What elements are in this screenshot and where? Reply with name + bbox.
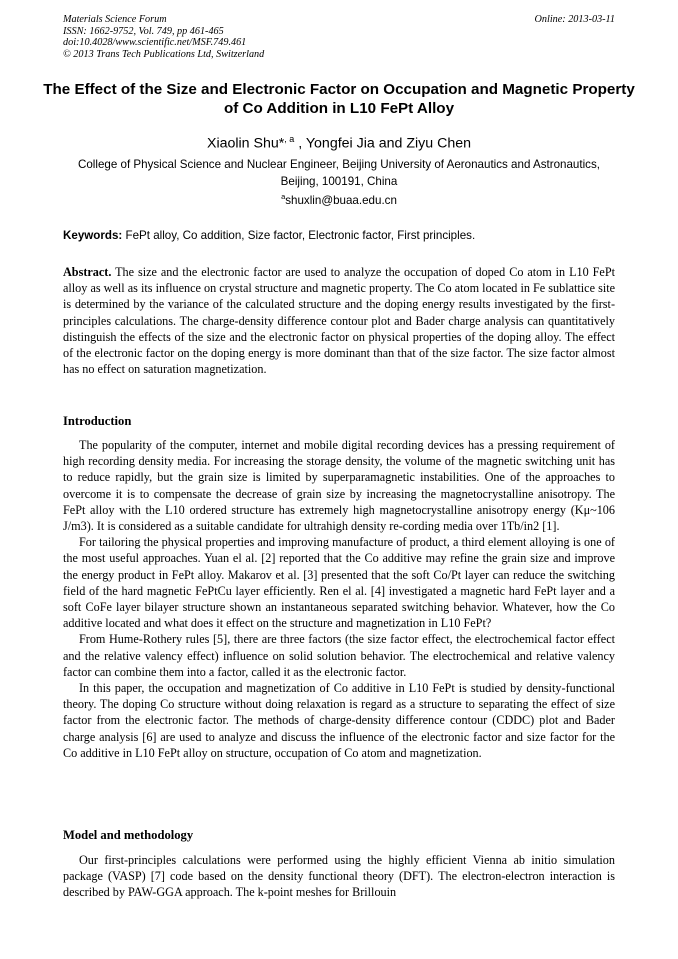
journal-doi: doi:10.4028/www.scientific.net/MSF.749.461	[63, 37, 247, 49]
paragraph: The popularity of the computer, internet and mobile digital recording devices has a pressing requirement of high recording density media. For increasing the storage density, the volume of the magnetic switching unit has to reduce rapidly, but the grain size is limited by superparamagnetic instabilities. One of the approaches to overcome it is to compensate the decrease of grain size by increasing the magnetocrystalline anisotropy. The FePt alloy with the L10 ordered structure has extremely high magnetocrystalline anisotropy energy (Kμ~106 J/m3). It is considered as a suitable candidate for ultrahigh density re-cording media over 1Tb/in2 [1].	[63, 438, 615, 534]
introduction-body	[63, 437, 615, 761]
keywords	[63, 229, 615, 242]
abstract	[63, 264, 615, 377]
keywords-label: Keywords:	[63, 229, 123, 242]
model-body	[63, 852, 615, 901]
journal-issn: ISSN: 1662-9752, Vol. 749, pp 461-465	[63, 25, 224, 37]
email-address[interactable]: shuxlin@buaa.edu.cn	[285, 193, 397, 207]
journal-header	[63, 14, 615, 60]
paragraph: From Hume-Rothery rules [5], there are three factors (the size factor effect, the electrochemical factor effect and the relative valency effect) influence on solid solution behavior. The electrochemical and relative valency factor can combine them into a factor, called it as the electronic factor.	[63, 632, 615, 679]
keywords-text: FePt alloy, Co addition, Size factor, Electronic factor, First principles.	[122, 229, 476, 242]
author-others: , Yongfei Jia and Ziyu Chen	[294, 135, 471, 152]
affiliation: College of Physical Science and Nuclear Engineer, Beijing University of Aeronautics and Astronautics, Beijing, 100191, China	[77, 158, 600, 188]
journal-copyright: © 2013 Trans Tech Publications Ltd, Switzerland	[63, 48, 265, 60]
section-heading-model: Model and methodology	[63, 828, 194, 842]
online-date: Online: 2013-03-11	[534, 14, 615, 25]
abstract-text: The size and the electronic factor are used to analyze the occupation of doped Co atom in L10 FePt alloy as well as its influence on crystal structure and magnetic property. The Co atom located in Fe sublattice site is determined by the variance of the calculated structure and the doping energy results investigated by the first-principles calculations. The charge-density difference contour plot and Bader charge analysis can quantitatively distinguish the effects of the size and the electronic factor on physical properties of the doping alloy. The effect of the electronic factor on the doping energy is more dominant than that of the size factor. The size factor almost has no effect on saturation magnetization.	[63, 265, 615, 377]
paragraph: For tailoring the physical properties and improving manufacture of product, a third element alloying is one of the most useful approaches. Yuan el al. [2] reported that the Co additive may refine the grain size and improve the energy product in FePt alloy. Makarov et al. [3] presented that the soft Co/Pt layer can reduce the switching field of the hard magnetic FePtCu layer efficiently. Ren el al. [4] investigated a magnetic hard FePt layer and a soft CoFe layer bilayer structure shown an instantaneous separated switching behavior. Whatever, how the Co additive located and what does it effect on the structure and magnetization in L10 FePt?	[63, 535, 615, 631]
abstract-label: Abstract.	[63, 265, 112, 279]
email-mark: a	[281, 192, 286, 201]
author-list	[40, 130, 638, 153]
journal-name: Materials Science Forum	[63, 14, 167, 25]
email-line	[40, 192, 638, 207]
paragraph: Our first-principles calculations were performed using the highly efficient Vienna ab initio simulation package (VASP) [7] code based on the density functional theory (DFT). The electron-electron interaction is described by PAW-GGA approach. The k-point meshes for Brillouin	[63, 853, 615, 900]
author-first: Xiaolin Shu*	[206, 135, 285, 152]
paper-title: The Effect of the Size and Electronic Factor on Occupation and Magnetic Property of Co Addition in L10 FePt Alloy	[43, 81, 635, 117]
paragraph: In this paper, the occupation and magnetization of Co additive in L10 FePt is studied by density-functional theory. The doping Co structure without doing relaxation is regard as a structure to separating the effect of size factor from the electronic factor. The methods of charge-density difference contour (CDDC) plot and Bader charge analysis [6] are used to analyze and discuss the influence of the electronic factor and size factor for the Co additive in L10 FePt alloy on structure, occupation of Co atom and magnetization.	[63, 681, 615, 760]
author-affil-mark: , a	[284, 134, 295, 144]
section-heading-introduction: Introduction	[63, 414, 132, 428]
